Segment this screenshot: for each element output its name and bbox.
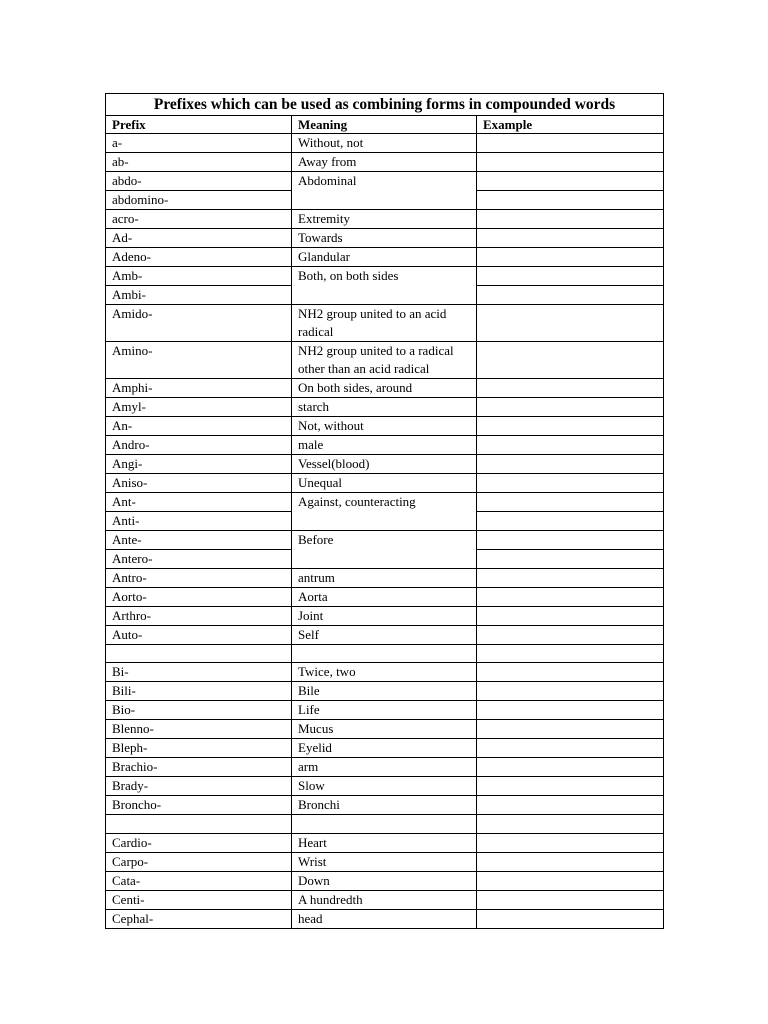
table-row [106,588,664,607]
prefix-cell: ab- [106,153,292,172]
meaning-cell: A hundredth [292,890,477,909]
prefix-cell: Cata- [106,871,292,890]
example-cell [477,153,664,172]
table-row [106,909,664,928]
table-row [106,305,664,342]
table-row [106,531,664,550]
example-cell [477,550,664,569]
meaning-cell: Against, counteracting [292,493,477,531]
meaning-cell: NH2 group united to a radical other than an acid radical [292,342,477,379]
table-row [106,436,664,455]
example-cell [477,758,664,777]
meaning-cell: arm [292,758,477,777]
meaning-cell: Before [292,531,477,569]
example-cell [477,871,664,890]
example-cell [477,682,664,701]
example-cell [477,663,664,682]
prefix-cell: Antro- [106,569,292,588]
table-row [106,569,664,588]
table-row [106,417,664,436]
example-cell [477,172,664,191]
table-row [106,267,664,286]
example-cell [477,267,664,286]
table-row [106,645,664,663]
meaning-cell: Heart [292,833,477,852]
table-row [106,815,664,833]
example-cell [477,909,664,928]
example-cell [477,286,664,305]
prefix-cell: Bio- [106,701,292,720]
example-cell [477,455,664,474]
prefix-cell: Adeno- [106,248,292,267]
prefix-table [105,93,664,929]
meaning-cell: Glandular [292,248,477,267]
prefix-cell: acro- [106,210,292,229]
meaning-cell: Joint [292,607,477,626]
table-row [106,379,664,398]
table-row [106,607,664,626]
table-row [106,777,664,796]
meaning-cell: starch [292,398,477,417]
table-row [106,398,664,417]
prefix-cell: Broncho- [106,796,292,815]
prefix-cell: Amyl- [106,398,292,417]
table-row [106,701,664,720]
prefix-cell: Blenno- [106,720,292,739]
prefix-cell: abdomino- [106,191,292,210]
meaning-cell [292,815,477,833]
example-cell [477,512,664,531]
example-cell [477,796,664,815]
meaning-cell: Aorta [292,588,477,607]
meaning-cell: Eyelid [292,739,477,758]
header-meaning: Meaning [292,116,477,134]
table-body [106,134,664,929]
example-cell [477,739,664,758]
meaning-cell: Mucus [292,720,477,739]
example-cell [477,305,664,342]
prefix-cell: Cephal- [106,909,292,928]
meaning-cell: Twice, two [292,663,477,682]
prefix-cell: Centi- [106,890,292,909]
prefix-cell: Brady- [106,777,292,796]
prefix-cell: Antero- [106,550,292,569]
table-row [106,739,664,758]
example-cell [477,191,664,210]
prefix-cell: Carpo- [106,852,292,871]
meaning-cell: Life [292,701,477,720]
table-row [106,153,664,172]
meaning-cell: antrum [292,569,477,588]
example-cell [477,474,664,493]
example-cell [477,777,664,796]
table-row [106,172,664,191]
example-cell [477,720,664,739]
table-row [106,682,664,701]
prefix-cell: Bi- [106,663,292,682]
example-cell [477,645,664,663]
table-row [106,758,664,777]
prefix-cell: abdo- [106,172,292,191]
table-row [106,796,664,815]
table-row [106,248,664,267]
meaning-cell: Away from [292,153,477,172]
example-cell [477,436,664,455]
prefix-cell: Bili- [106,682,292,701]
meaning-cell: Vessel(blood) [292,455,477,474]
prefix-cell: Amino- [106,342,292,379]
example-cell [477,248,664,267]
meaning-cell [292,645,477,663]
table-title: Prefixes which can be used as combining forms in compounded words [106,94,664,116]
meaning-cell: Bronchi [292,796,477,815]
prefix-cell: Ante- [106,531,292,550]
table-row [106,134,664,153]
table-row [106,210,664,229]
prefix-cell: Bleph- [106,739,292,758]
example-cell [477,229,664,248]
table-row [106,626,664,645]
prefix-cell: Amphi- [106,379,292,398]
example-cell [477,701,664,720]
table-row [106,455,664,474]
meaning-cell: Extremity [292,210,477,229]
prefix-cell: Auto- [106,626,292,645]
prefix-cell: Angi- [106,455,292,474]
example-cell [477,134,664,153]
table-row [106,342,664,379]
meaning-cell: male [292,436,477,455]
table-row [106,890,664,909]
example-cell [477,342,664,379]
prefix-cell: Ad- [106,229,292,248]
prefix-cell: An- [106,417,292,436]
example-cell [477,379,664,398]
meaning-cell: Both, on both sides [292,267,477,305]
prefix-cell [106,645,292,663]
table-row [106,493,664,512]
prefix-cell: Arthro- [106,607,292,626]
meaning-cell: Bile [292,682,477,701]
table-row [106,474,664,493]
table-row [106,852,664,871]
example-cell [477,890,664,909]
header-prefix: Prefix [106,116,292,134]
prefix-cell: Amb- [106,267,292,286]
example-cell [477,588,664,607]
prefix-cell: Cardio- [106,833,292,852]
table-row [106,663,664,682]
table-row [106,720,664,739]
prefix-cell: Andro- [106,436,292,455]
meaning-cell: Slow [292,777,477,796]
meaning-cell: Self [292,626,477,645]
meaning-cell: Towards [292,229,477,248]
example-cell [477,815,664,833]
prefix-cell: Ant- [106,493,292,512]
prefix-cell: Aniso- [106,474,292,493]
prefix-cell: Aorto- [106,588,292,607]
meaning-cell: Down [292,871,477,890]
meaning-cell: Abdominal [292,172,477,210]
example-cell [477,417,664,436]
example-cell [477,852,664,871]
table-row [106,871,664,890]
meaning-cell: Unequal [292,474,477,493]
example-cell [477,531,664,550]
meaning-cell: head [292,909,477,928]
example-cell [477,833,664,852]
table-row [106,229,664,248]
prefix-cell [106,815,292,833]
meaning-cell: NH2 group united to an acid radical [292,305,477,342]
example-cell [477,210,664,229]
meaning-cell: Not, without [292,417,477,436]
example-cell [477,493,664,512]
prefix-cell: Ambi- [106,286,292,305]
meaning-cell: On both sides, around [292,379,477,398]
example-cell [477,398,664,417]
prefix-cell: Brachio- [106,758,292,777]
meaning-cell: Without, not [292,134,477,153]
prefix-cell: a- [106,134,292,153]
prefix-cell: Amido- [106,305,292,342]
example-cell [477,626,664,645]
table-row [106,833,664,852]
prefix-cell: Anti- [106,512,292,531]
example-cell [477,607,664,626]
header-example: Example [477,116,664,134]
example-cell [477,569,664,588]
meaning-cell: Wrist [292,852,477,871]
